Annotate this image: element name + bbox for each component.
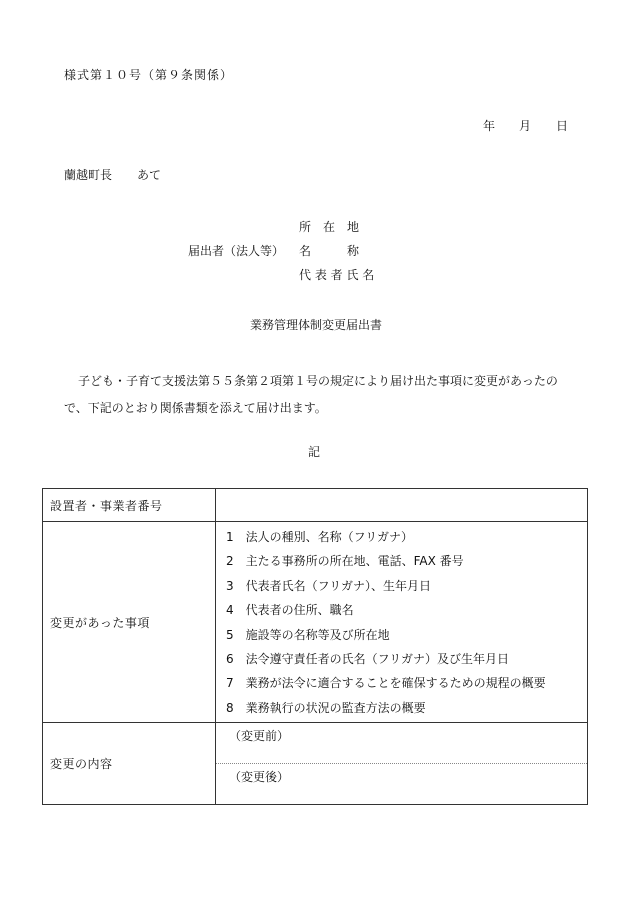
notifier-field-address: 所 在 地	[299, 220, 360, 234]
notifier-field-name: 名 称	[299, 244, 360, 258]
after-change-label: （変更後）	[229, 770, 290, 785]
before-change-label: （変更前）	[229, 729, 290, 744]
change-content-label: 変更の内容	[43, 723, 216, 805]
list-item: 7 業務が法令に適合することを確保するための規程の概要	[226, 676, 546, 691]
document-title: 業務管理体制変更届出書	[250, 318, 383, 332]
notifier-label: 届出者（法人等）	[188, 244, 285, 258]
list-item: 8 業務執行の状況の監査方法の概要	[226, 700, 426, 715]
date-year-label: 年	[483, 119, 496, 133]
operator-number-value[interactable]	[216, 489, 588, 522]
list-item: 5 施設等の名称等及び所在地	[226, 627, 390, 642]
body-text	[64, 368, 584, 422]
changed-items-list	[216, 522, 588, 723]
addressee-name: 蘭越町長	[64, 168, 113, 182]
changed-items-label: 変更があった事項	[43, 522, 216, 723]
before-change-field[interactable]	[216, 723, 587, 764]
list-item: 3 代表者氏名（フリガナ）、生年月日	[226, 578, 432, 593]
change-content-cell	[216, 723, 588, 805]
date-day-label: 日	[556, 119, 569, 133]
list-item: 4 代表者の住所、職名	[226, 603, 354, 618]
list-item: 1 法人の種別、名称（フリガナ）	[226, 530, 414, 544]
table-row	[43, 489, 588, 522]
body-line-2: で、下記のとおり関係書類を添えて届け出ます。	[64, 401, 327, 415]
date-month-label: 月	[519, 119, 532, 133]
list-item: 6 法令遵守責任者の氏名（フリガナ）及び生年月日	[226, 652, 510, 667]
ki-heading: 記	[308, 445, 321, 459]
operator-number-label: 設置者・事業者番号	[43, 489, 216, 522]
after-change-field[interactable]	[216, 764, 587, 804]
form-table	[42, 488, 588, 805]
table-row	[43, 522, 588, 723]
form-number: 様式第１０号（第９条関係）	[64, 68, 234, 82]
body-line-1: 子ども・子育て支援法第５５条第２項第１号の規定により届け出た事項に変更があったの	[78, 374, 558, 388]
table-row	[43, 723, 588, 805]
notifier-field-representative: 代 表 者 氏 名	[299, 268, 375, 282]
addressee-suffix: あて	[137, 168, 162, 182]
list-item: 2 主たる事務所の所在地、電話、FAX 番号	[226, 554, 464, 569]
